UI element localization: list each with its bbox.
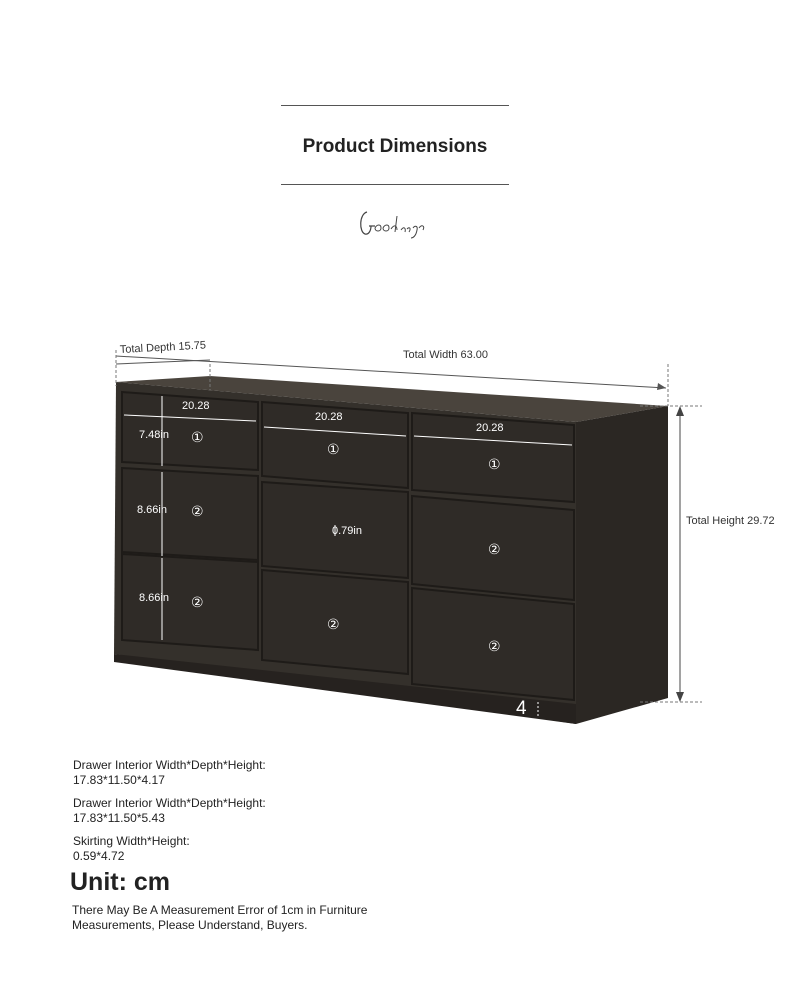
drawer-width-label-3: 20.28 (476, 422, 504, 434)
total-width-label: Total Width 63.00 (403, 349, 488, 361)
dresser-side (576, 406, 668, 724)
drawer-badge-1: ① (191, 430, 204, 446)
spec-label: Skirting Width*Height: (73, 834, 190, 848)
signature-logo (355, 204, 435, 240)
drawer-badge-7: ② (327, 617, 340, 633)
spec-skirting (73, 834, 190, 864)
spec-drawer-large (73, 796, 266, 826)
measurement-note: There May Be A Measurement Error of 1cm in Furniture Measurements, Please Understand, Buyers. (72, 903, 368, 932)
drawer-badge-6: ② (191, 595, 204, 611)
gap-label: 0.79in (332, 525, 362, 537)
width-arrow-head (657, 383, 666, 390)
drawer-badge-5: ② (488, 542, 501, 558)
spec-value: 0.59*4.72 (73, 849, 125, 863)
height-arrow-top (676, 406, 684, 416)
page-title: Product Dimensions (302, 136, 488, 157)
title-rule-top (281, 105, 509, 106)
row-height-label-2: 8.66in (137, 504, 167, 516)
height-arrow-bottom (676, 692, 684, 702)
title-rule-bottom (281, 184, 509, 185)
drawer-width-label-1: 20.28 (182, 400, 210, 412)
drawer-width-label-2: 20.28 (315, 411, 343, 423)
spec-label: Drawer Interior Width*Depth*Height: (73, 758, 266, 772)
total-depth-label: Total Depth 15.75 (119, 339, 207, 356)
dresser-diagram (0, 320, 790, 740)
spec-drawer-small (73, 758, 266, 788)
total-height-label: Total Height 29.72 (686, 515, 775, 527)
drawer-badge-8: ② (488, 639, 501, 655)
unit-label: Unit: cm (70, 868, 170, 896)
row-height-label-3: 8.66in (139, 592, 169, 604)
row-height-label-1: 7.48in (139, 429, 169, 441)
drawer-badge-3: ① (488, 457, 501, 473)
drawer-badge-2: ① (327, 442, 340, 458)
skirting-label: 4 (516, 698, 527, 719)
spec-label: Drawer Interior Width*Depth*Height: (73, 796, 266, 810)
spec-value: 17.83*11.50*5.43 (73, 811, 165, 825)
drawer-badge-4: ② (191, 504, 204, 520)
spec-value: 17.83*11.50*4.17 (73, 773, 165, 787)
